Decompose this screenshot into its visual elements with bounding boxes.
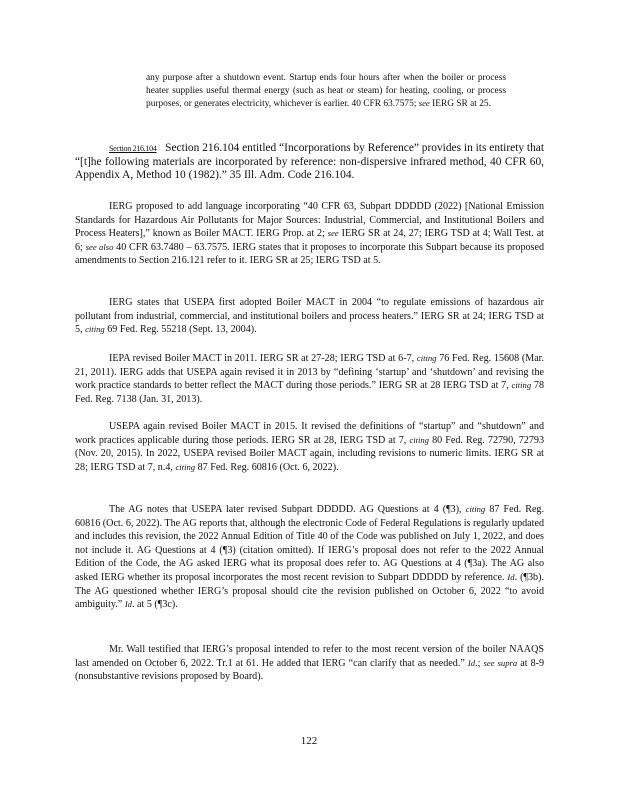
citing-signal: citing [416, 353, 437, 363]
paragraph-text: Mr. Wall testified that IERG’s proposal intended to refer to the most recent version of the boiler NAAQS last amended on October 6, 2022. Tr.1 at 61. He added that IERG “can clarify that as needed.” [75, 644, 544, 669]
ierg-proposal-paragraph [75, 200, 544, 268]
see-signal: see [483, 657, 495, 668]
citing-signal: citing [175, 461, 196, 472]
section-heading: Section 216.104 [109, 144, 157, 153]
citing-signal: citing [409, 434, 429, 445]
paragraph-text: IERG SR at 24, 27; IERG TSD at 4; Wall Test. at 6; [75, 228, 544, 253]
paragraph-text: The AG notes that USEPA later revised Subpart DDDDD. AG Questions at 4 (¶3), [109, 504, 462, 515]
quote-citation: IERG SR at 25. [432, 99, 491, 110]
ag-notes-paragraph [75, 503, 544, 612]
paragraph-text: at 8-9 (nonsubstantive revisions proposed by Board). [75, 657, 545, 683]
paragraph-text: 40 CFR 63.7480 – 63.7575. IERG states that it proposes to incorporate this Subpart because its proposed amendments to Section 216.121 refer to it. IERG SR at 25; IERG TSD at 5. [75, 241, 545, 267]
citing-signal: citing [465, 504, 486, 514]
paragraph-text: . at 5 (¶3c). [131, 599, 178, 611]
paragraph-text: 69 Fed. Reg. 55218 (Sept. 13, 2004). [107, 324, 257, 336]
id-signal: Id [507, 571, 515, 582]
id-signal: Id [124, 599, 132, 610]
section-216-104-paragraph [75, 142, 544, 183]
iepa-revised-paragraph [75, 352, 544, 406]
quote-text: any purpose after a shutdown event. Startup ends four hours after when the boiler or process heater supplies useful thermal energy (such as heat or steam) for heating, cooling, or process purposes, or generates electricity, whichever is earlier. 40 CFR 63.7575; [146, 73, 506, 110]
wall-testimony-paragraph: Mr. Wall testified that IERG’s proposal intended to refer to the most recent version of the boiler NAAQS last amended on October 6, 2022. Tr.1 at 61. He added that IERG “can clarify that as needed.” Id.; see supra at 8-9 (nonsubstantive revisions proposed by Board). [75, 644, 545, 683]
paragraph-text: 87 Fed. Reg. 60816 (Oct. 6, 2022). [197, 461, 339, 473]
paragraph-text: 87 Fed. Reg. 60816 (Oct. 6, 2022). The AG reports that, although the electronic Code of Federal Regulations is regularly updated and includes this revision, the 2022 Annual Edition of Title 40 of the Code was published on July 1, 2022, and does not include it. AG Questions at 4 (¶3) (citation omitted). If IERG’s proposal does not refer to the 2022 Annual Edition of the Code, the AG asked IERG what its proposal does refer to. AG Questions at 4 (¶3a). The AG also asked IERG whether its proposal incorporates the most recent revision to Subpart DDDDD by reference. [75, 504, 544, 583]
paragraph-text: IEPA revised Boiler MACT in 2011. IERG SR at 27-28; IERG TSD at 6-7, [109, 353, 415, 364]
paragraph-text: Section 216.104 entitled “Incorporations by Reference” provides in its entirety that “[t]he following materials are incorporated by reference: non-dispersive infrared method, 40 CFR 60, Appendix A, Method 10 (1982).” 35 Ill. Adm. Code 216.104. [75, 142, 545, 182]
usepa-adopted-paragraph [75, 296, 544, 337]
paragraph-text: 78 Fed. Reg. 7138 (Jan. 31, 2013). [75, 380, 545, 405]
block-quote [146, 72, 506, 111]
usepa-2015-paragraph [75, 420, 544, 474]
paragraph-text: IERG states that USEPA first adopted Boiler MACT in 2004 “to regulate emissions of hazardous air pollutant from industrial, commercial, and institutional boilers and process heaters.” IERG SR at 24; IERG TSD at 5, [75, 297, 544, 336]
paragraph-text: USEPA again revised Boiler MACT in 2015. It revised the definitions of “startup” and “shutdown” and work practices applicable during those periods. IERG SR at 28, IERG TSD at 7, [75, 421, 544, 446]
page-number: 122 [300, 735, 318, 747]
citing-signal: citing [511, 380, 532, 391]
see-also-signal: see also [85, 241, 114, 252]
see-signal: see [327, 228, 339, 239]
id-signal: Id [467, 657, 476, 668]
citing-signal: citing [85, 324, 105, 335]
paragraph-text: . (¶3b). The AG questioned whether IERG’s proposal should cite the revision published on October 6, 2022 “to avoid ambiguity.” [75, 571, 544, 611]
see-signal: see [418, 98, 430, 109]
paragraph-text: 80 Fed. Reg. 72790, 72793 (Nov. 20, 2015). In 2022, USEPA revised Boiler MACT again, including revisions to numeric limits. IERG SR at 28; IERG TSD at 7, n.4, [75, 434, 545, 473]
paragraph-text: 76 Fed. Reg. 15608 (Mar. 21, 2011). IERG adds that USEPA again revised it in 2013 by “defining ‘startup’ and ‘shutdown’ and revising the work practice standards to better reflect the MACT during those periods.” IERG SR at 28 IERG TSD at 7, [75, 353, 545, 392]
supra-signal: supra [497, 657, 518, 668]
paragraph-text: IERG proposed to add language incorporating “40 CFR 63, Subpart DDDDD (2022) [National Emission Standards for Hazardous Air Pollutants for Major Sources: Industrial, Commercial, and Institutional Boilers and Process Heaters],” known as Boiler MACT. IERG Prop. at 2; [75, 201, 544, 240]
